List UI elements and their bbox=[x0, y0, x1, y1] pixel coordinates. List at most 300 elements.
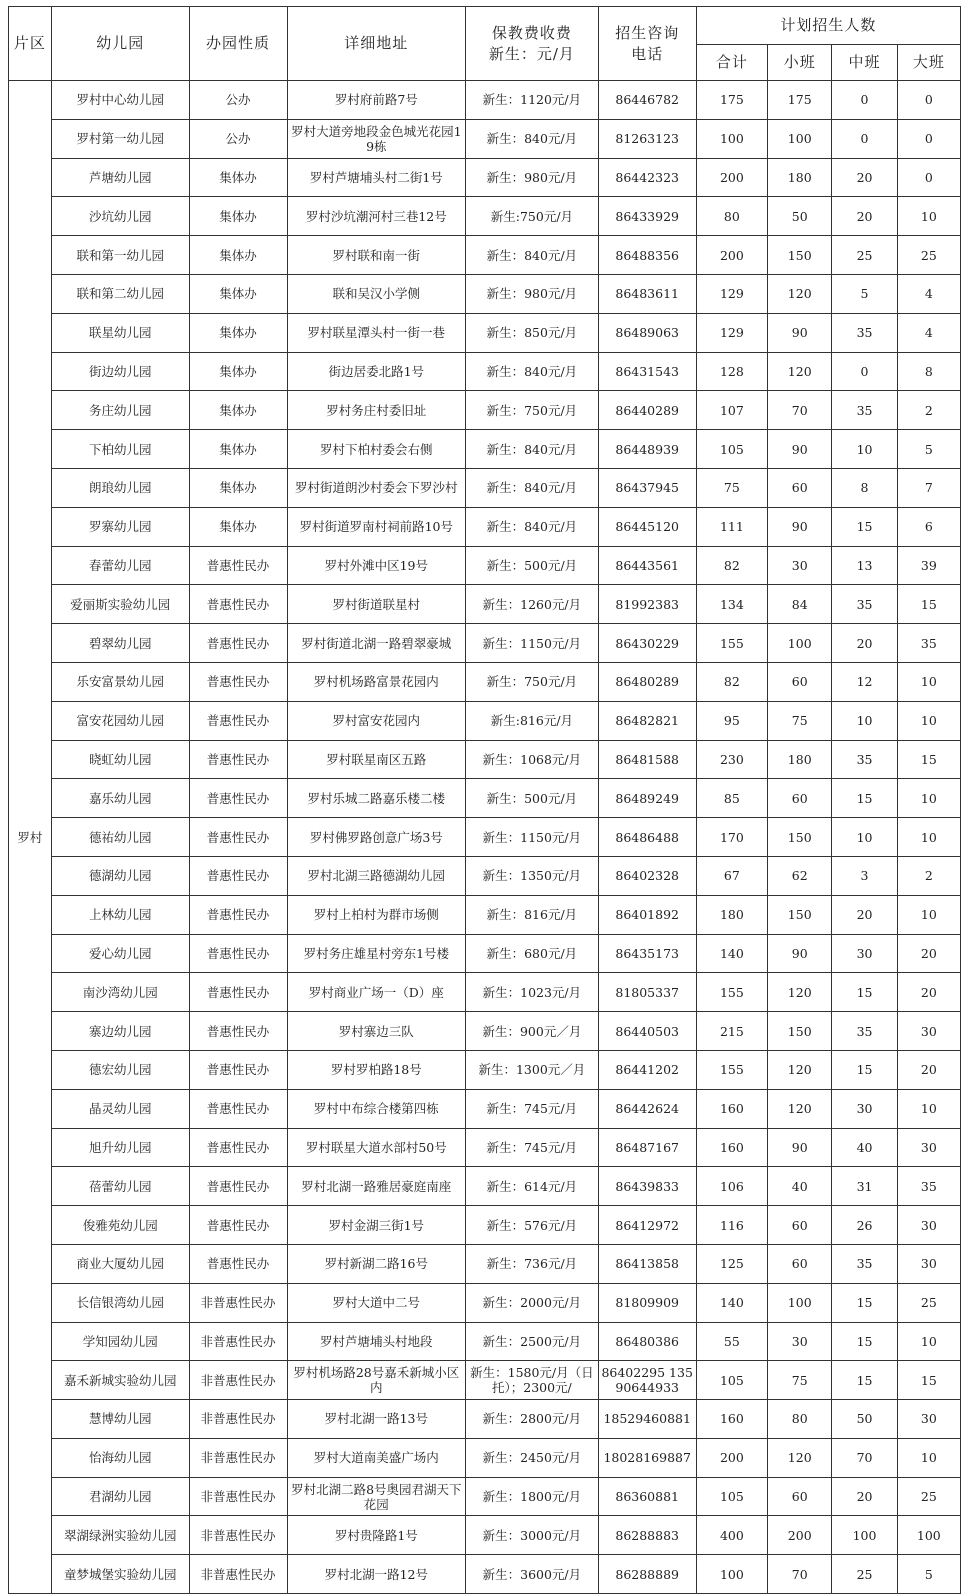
fee-cell: 新生：1800元/月 bbox=[466, 1477, 599, 1516]
large-class-cell: 30 bbox=[897, 1206, 960, 1245]
nature-cell: 普惠性民办 bbox=[189, 585, 287, 624]
kindergarten-name: 德宏幼儿园 bbox=[51, 1050, 189, 1089]
nature-cell: 集体办 bbox=[189, 274, 287, 313]
middle-class-cell: 30 bbox=[832, 934, 897, 973]
table-row bbox=[9, 430, 961, 469]
kindergarten-enrollment-table bbox=[8, 6, 961, 1594]
table-row bbox=[9, 507, 961, 546]
small-class-cell: 90 bbox=[768, 313, 832, 352]
nature-cell: 非普惠性民办 bbox=[189, 1516, 287, 1555]
table-row bbox=[9, 468, 961, 507]
total-cell: 67 bbox=[696, 856, 767, 895]
table-row bbox=[9, 546, 961, 585]
kindergarten-name: 春蕾幼儿园 bbox=[51, 546, 189, 585]
address-cell: 罗村新湖二路16号 bbox=[287, 1244, 466, 1283]
fee-cell: 新生：816元/月 bbox=[466, 895, 599, 934]
middle-class-cell: 20 bbox=[832, 197, 897, 236]
small-class-cell: 100 bbox=[768, 624, 832, 663]
large-class-cell: 10 bbox=[897, 1089, 960, 1128]
address-cell: 罗村芦塘埔头村地段 bbox=[287, 1322, 466, 1361]
fee-cell: 新生：840元/月 bbox=[466, 119, 599, 158]
total-cell: 105 bbox=[696, 1477, 767, 1516]
table-row bbox=[9, 1089, 961, 1128]
nature-cell: 公办 bbox=[189, 119, 287, 158]
small-class-cell: 75 bbox=[768, 1361, 832, 1400]
large-class-cell: 5 bbox=[897, 1555, 960, 1594]
kindergarten-name: 联星幼儿园 bbox=[51, 313, 189, 352]
large-class-cell: 20 bbox=[897, 973, 960, 1012]
small-class-cell: 120 bbox=[768, 1050, 832, 1089]
table-row bbox=[9, 352, 961, 391]
large-class-cell: 30 bbox=[897, 1012, 960, 1051]
total-cell: 134 bbox=[696, 585, 767, 624]
large-class-cell: 20 bbox=[897, 1050, 960, 1089]
header-large: 大班 bbox=[897, 45, 960, 81]
phone-cell: 81805337 bbox=[598, 973, 696, 1012]
small-class-cell: 80 bbox=[768, 1400, 832, 1439]
large-class-cell: 10 bbox=[897, 197, 960, 236]
nature-cell: 集体办 bbox=[189, 468, 287, 507]
middle-class-cell: 0 bbox=[832, 352, 897, 391]
nature-cell: 普惠性民办 bbox=[189, 740, 287, 779]
total-cell: 107 bbox=[696, 391, 767, 430]
address-cell: 罗村街道罗南村祠前路10号 bbox=[287, 507, 466, 546]
nature-cell: 集体办 bbox=[189, 158, 287, 197]
small-class-cell: 120 bbox=[768, 352, 832, 391]
phone-cell: 86437945 bbox=[598, 468, 696, 507]
address-cell: 罗村北湖一路12号 bbox=[287, 1555, 466, 1594]
fee-cell: 新生：1023元/月 bbox=[466, 973, 599, 1012]
table-body bbox=[9, 81, 961, 1594]
address-cell: 街边居委北路1号 bbox=[287, 352, 466, 391]
table-row bbox=[9, 1012, 961, 1051]
kindergarten-name: 嘉禾新城实验幼儿园 bbox=[51, 1361, 189, 1400]
header-total: 合计 bbox=[696, 45, 767, 81]
header-fee-line1: 保教费收费 bbox=[491, 23, 572, 42]
fee-cell: 新生：850元/月 bbox=[466, 313, 599, 352]
small-class-cell: 30 bbox=[768, 1322, 832, 1361]
kindergarten-name: 罗村第一幼儿园 bbox=[51, 119, 189, 158]
fee-cell: 新生：680元/月 bbox=[466, 934, 599, 973]
large-class-cell: 7 bbox=[897, 468, 960, 507]
address-cell: 罗村罗柏路18号 bbox=[287, 1050, 466, 1089]
header-plan: 计划招生人数 bbox=[696, 7, 960, 45]
phone-cell: 86481588 bbox=[598, 740, 696, 779]
nature-cell: 普惠性民办 bbox=[189, 779, 287, 818]
total-cell: 106 bbox=[696, 1167, 767, 1206]
address-cell: 罗村中布综合楼第四栋 bbox=[287, 1089, 466, 1128]
small-class-cell: 90 bbox=[768, 507, 832, 546]
total-cell: 155 bbox=[696, 1050, 767, 1089]
small-class-cell: 90 bbox=[768, 934, 832, 973]
address-cell: 罗村富安花园内 bbox=[287, 701, 466, 740]
small-class-cell: 62 bbox=[768, 856, 832, 895]
middle-class-cell: 26 bbox=[832, 1206, 897, 1245]
nature-cell: 集体办 bbox=[189, 430, 287, 469]
large-class-cell: 10 bbox=[897, 818, 960, 857]
small-class-cell: 60 bbox=[768, 1206, 832, 1245]
fee-cell: 新生：840元/月 bbox=[466, 352, 599, 391]
nature-cell: 非普惠性民办 bbox=[189, 1438, 287, 1477]
phone-cell: 86486488 bbox=[598, 818, 696, 857]
address-cell: 罗村联星大道水部村50号 bbox=[287, 1128, 466, 1167]
middle-class-cell: 15 bbox=[832, 507, 897, 546]
table-row bbox=[9, 197, 961, 236]
small-class-cell: 60 bbox=[768, 468, 832, 507]
total-cell: 160 bbox=[696, 1400, 767, 1439]
address-cell: 罗村大道旁地段金色城光花园19栋 bbox=[287, 119, 466, 158]
middle-class-cell: 15 bbox=[832, 1283, 897, 1322]
kindergarten-name: 寨边幼儿园 bbox=[51, 1012, 189, 1051]
table-row bbox=[9, 740, 961, 779]
fee-cell: 新生：745元/月 bbox=[466, 1128, 599, 1167]
fee-cell: 新生：1350元/月 bbox=[466, 856, 599, 895]
nature-cell: 集体办 bbox=[189, 507, 287, 546]
small-class-cell: 70 bbox=[768, 1555, 832, 1594]
kindergarten-name: 君湖幼儿园 bbox=[51, 1477, 189, 1516]
phone-cell: 86413858 bbox=[598, 1244, 696, 1283]
small-class-cell: 40 bbox=[768, 1167, 832, 1206]
large-class-cell: 25 bbox=[897, 1477, 960, 1516]
table-row bbox=[9, 701, 961, 740]
large-class-cell: 2 bbox=[897, 391, 960, 430]
large-class-cell: 4 bbox=[897, 274, 960, 313]
phone-cell: 86443561 bbox=[598, 546, 696, 585]
total-cell: 140 bbox=[696, 934, 767, 973]
fee-cell: 新生：3000元/月 bbox=[466, 1516, 599, 1555]
middle-class-cell: 31 bbox=[832, 1167, 897, 1206]
large-class-cell: 15 bbox=[897, 740, 960, 779]
header-address: 详细地址 bbox=[287, 7, 466, 81]
middle-class-cell: 20 bbox=[832, 1477, 897, 1516]
large-class-cell: 100 bbox=[897, 1516, 960, 1555]
kindergarten-name: 芦塘幼儿园 bbox=[51, 158, 189, 197]
total-cell: 82 bbox=[696, 662, 767, 701]
phone-cell: 86440503 bbox=[598, 1012, 696, 1051]
middle-class-cell: 5 bbox=[832, 274, 897, 313]
kindergarten-name: 罗村中心幼儿园 bbox=[51, 81, 189, 120]
kindergarten-name: 联和第一幼儿园 bbox=[51, 236, 189, 275]
small-class-cell: 70 bbox=[768, 391, 832, 430]
middle-class-cell: 10 bbox=[832, 701, 897, 740]
fee-cell: 新生：1260元/月 bbox=[466, 585, 599, 624]
large-class-cell: 10 bbox=[897, 1322, 960, 1361]
large-class-cell: 35 bbox=[897, 1167, 960, 1206]
middle-class-cell: 13 bbox=[832, 546, 897, 585]
fee-cell: 新生：500元/月 bbox=[466, 546, 599, 585]
header-phone-line1: 招生咨询 bbox=[615, 23, 680, 42]
small-class-cell: 120 bbox=[768, 1089, 832, 1128]
table-row bbox=[9, 1438, 961, 1477]
large-class-cell: 5 bbox=[897, 430, 960, 469]
total-cell: 116 bbox=[696, 1206, 767, 1245]
fee-cell: 新生：2450元/月 bbox=[466, 1438, 599, 1477]
nature-cell: 集体办 bbox=[189, 313, 287, 352]
middle-class-cell: 25 bbox=[832, 236, 897, 275]
kindergarten-name: 乐安富景幼儿园 bbox=[51, 662, 189, 701]
small-class-cell: 150 bbox=[768, 1012, 832, 1051]
large-class-cell: 4 bbox=[897, 313, 960, 352]
middle-class-cell: 3 bbox=[832, 856, 897, 895]
nature-cell: 普惠性民办 bbox=[189, 1089, 287, 1128]
fee-cell: 新生：3600元/月 bbox=[466, 1555, 599, 1594]
total-cell: 200 bbox=[696, 236, 767, 275]
large-class-cell: 25 bbox=[897, 1283, 960, 1322]
phone-cell: 86446782 bbox=[598, 81, 696, 120]
phone-cell: 81809909 bbox=[598, 1283, 696, 1322]
nature-cell: 普惠性民办 bbox=[189, 1012, 287, 1051]
total-cell: 129 bbox=[696, 274, 767, 313]
kindergarten-name: 嘉乐幼儿园 bbox=[51, 779, 189, 818]
large-class-cell: 0 bbox=[897, 81, 960, 120]
nature-cell: 普惠性民办 bbox=[189, 1050, 287, 1089]
kindergarten-name: 富安花园幼儿园 bbox=[51, 701, 189, 740]
nature-cell: 集体办 bbox=[189, 391, 287, 430]
phone-cell: 86483611 bbox=[598, 274, 696, 313]
middle-class-cell: 8 bbox=[832, 468, 897, 507]
address-cell: 罗村街道北湖一路碧翠豪城 bbox=[287, 624, 466, 663]
header-small: 小班 bbox=[768, 45, 832, 81]
middle-class-cell: 35 bbox=[832, 313, 897, 352]
header-district: 片区 bbox=[9, 7, 52, 81]
address-cell: 罗村外滩中区19号 bbox=[287, 546, 466, 585]
phone-cell: 86480386 bbox=[598, 1322, 696, 1361]
large-class-cell: 10 bbox=[897, 701, 960, 740]
address-cell: 罗村沙坑潮河村三巷12号 bbox=[287, 197, 466, 236]
address-cell: 罗村佛罗路创意广场3号 bbox=[287, 818, 466, 857]
phone-cell: 18529460881 bbox=[598, 1400, 696, 1439]
address-cell: 罗村北湖一路13号 bbox=[287, 1400, 466, 1439]
address-cell: 联和吴汉小学侧 bbox=[287, 274, 466, 313]
address-cell: 罗村北湖二路8号奥园君湖天下花园 bbox=[287, 1477, 466, 1516]
kindergarten-name: 联和第二幼儿园 bbox=[51, 274, 189, 313]
table-row bbox=[9, 1477, 961, 1516]
address-cell: 罗村寨边三队 bbox=[287, 1012, 466, 1051]
header-fee-line2: 新生：元/月 bbox=[488, 44, 575, 63]
total-cell: 80 bbox=[696, 197, 767, 236]
total-cell: 100 bbox=[696, 1555, 767, 1594]
phone-cell: 86288883 bbox=[598, 1516, 696, 1555]
large-class-cell: 2 bbox=[897, 856, 960, 895]
total-cell: 155 bbox=[696, 973, 767, 1012]
fee-cell: 新生：1150元/月 bbox=[466, 624, 599, 663]
small-class-cell: 60 bbox=[768, 779, 832, 818]
total-cell: 230 bbox=[696, 740, 767, 779]
nature-cell: 普惠性民办 bbox=[189, 856, 287, 895]
header-nature: 办园性质 bbox=[189, 7, 287, 81]
small-class-cell: 60 bbox=[768, 662, 832, 701]
middle-class-cell: 10 bbox=[832, 818, 897, 857]
small-class-cell: 120 bbox=[768, 973, 832, 1012]
small-class-cell: 100 bbox=[768, 119, 832, 158]
nature-cell: 普惠性民办 bbox=[189, 662, 287, 701]
middle-class-cell: 10 bbox=[832, 430, 897, 469]
address-cell: 罗村乐城二路嘉乐楼二楼 bbox=[287, 779, 466, 818]
fee-cell: 新生：736元/月 bbox=[466, 1244, 599, 1283]
table-row bbox=[9, 313, 961, 352]
table-row bbox=[9, 1400, 961, 1439]
phone-cell: 86288889 bbox=[598, 1555, 696, 1594]
phone-cell: 86430229 bbox=[598, 624, 696, 663]
small-class-cell: 180 bbox=[768, 740, 832, 779]
address-cell: 罗村联星潭头村一街一巷 bbox=[287, 313, 466, 352]
kindergarten-name: 旭升幼儿园 bbox=[51, 1128, 189, 1167]
phone-cell: 86441202 bbox=[598, 1050, 696, 1089]
table-row bbox=[9, 236, 961, 275]
middle-class-cell: 20 bbox=[832, 895, 897, 934]
small-class-cell: 90 bbox=[768, 430, 832, 469]
small-class-cell: 90 bbox=[768, 1128, 832, 1167]
phone-cell: 18028169887 bbox=[598, 1438, 696, 1477]
table-row bbox=[9, 1516, 961, 1555]
table-header bbox=[9, 7, 961, 81]
table-row bbox=[9, 818, 961, 857]
address-cell: 罗村贵隆路1号 bbox=[287, 1516, 466, 1555]
phone-cell: 86440289 bbox=[598, 391, 696, 430]
header-phone bbox=[598, 7, 696, 81]
kindergarten-name: 爱心幼儿园 bbox=[51, 934, 189, 973]
total-cell: 95 bbox=[696, 701, 767, 740]
middle-class-cell: 70 bbox=[832, 1438, 897, 1477]
large-class-cell: 39 bbox=[897, 546, 960, 585]
phone-cell: 86402328 bbox=[598, 856, 696, 895]
large-class-cell: 35 bbox=[897, 624, 960, 663]
fee-cell: 新生：750元/月 bbox=[466, 662, 599, 701]
phone-cell: 81263123 bbox=[598, 119, 696, 158]
nature-cell: 普惠性民办 bbox=[189, 818, 287, 857]
kindergarten-name: 街边幼儿园 bbox=[51, 352, 189, 391]
middle-class-cell: 35 bbox=[832, 1244, 897, 1283]
fee-cell: 新生:750元/月 bbox=[466, 197, 599, 236]
phone-cell: 86433929 bbox=[598, 197, 696, 236]
table-row bbox=[9, 81, 961, 120]
phone-cell: 86402295 13590644933 bbox=[598, 1361, 696, 1400]
fee-cell: 新生：1150元/月 bbox=[466, 818, 599, 857]
phone-cell: 86445120 bbox=[598, 507, 696, 546]
header-phone-line2: 电话 bbox=[631, 44, 664, 63]
middle-class-cell: 50 bbox=[832, 1400, 897, 1439]
total-cell: 75 bbox=[696, 468, 767, 507]
middle-class-cell: 15 bbox=[832, 1322, 897, 1361]
address-cell: 罗村府前路7号 bbox=[287, 81, 466, 120]
address-cell: 罗村大道中二号 bbox=[287, 1283, 466, 1322]
kindergarten-name: 碧翠幼儿园 bbox=[51, 624, 189, 663]
table-row bbox=[9, 585, 961, 624]
address-cell: 罗村街道朗沙村委会下罗沙村 bbox=[287, 468, 466, 507]
fee-cell: 新生：1580元/月（日托）；2300元/ bbox=[466, 1361, 599, 1400]
table-row bbox=[9, 779, 961, 818]
kindergarten-name: 怡海幼儿园 bbox=[51, 1438, 189, 1477]
total-cell: 180 bbox=[696, 895, 767, 934]
large-class-cell: 0 bbox=[897, 119, 960, 158]
table-row bbox=[9, 1050, 961, 1089]
total-cell: 155 bbox=[696, 624, 767, 663]
total-cell: 160 bbox=[696, 1128, 767, 1167]
fee-cell: 新生：576元/月 bbox=[466, 1206, 599, 1245]
fee-cell: 新生：980元/月 bbox=[466, 274, 599, 313]
nature-cell: 普惠性民办 bbox=[189, 973, 287, 1012]
fee-cell: 新生：500元/月 bbox=[466, 779, 599, 818]
phone-cell: 86488356 bbox=[598, 236, 696, 275]
phone-cell: 86431543 bbox=[598, 352, 696, 391]
fee-cell: 新生：980元/月 bbox=[466, 158, 599, 197]
address-cell: 罗村下柏村委会右侧 bbox=[287, 430, 466, 469]
fee-cell: 新生：1068元/月 bbox=[466, 740, 599, 779]
kindergarten-name: 翠湖绿洲实验幼儿园 bbox=[51, 1516, 189, 1555]
small-class-cell: 150 bbox=[768, 236, 832, 275]
nature-cell: 普惠性民办 bbox=[189, 546, 287, 585]
address-cell: 罗村商业广场一（D）座 bbox=[287, 973, 466, 1012]
total-cell: 128 bbox=[696, 352, 767, 391]
small-class-cell: 120 bbox=[768, 1438, 832, 1477]
middle-class-cell: 40 bbox=[832, 1128, 897, 1167]
address-cell: 罗村机场路富景花园内 bbox=[287, 662, 466, 701]
nature-cell: 集体办 bbox=[189, 197, 287, 236]
large-class-cell: 25 bbox=[897, 236, 960, 275]
fee-cell: 新生：1120元/月 bbox=[466, 81, 599, 120]
nature-cell: 普惠性民办 bbox=[189, 934, 287, 973]
nature-cell: 普惠性民办 bbox=[189, 895, 287, 934]
nature-cell: 集体办 bbox=[189, 236, 287, 275]
phone-cell: 86435173 bbox=[598, 934, 696, 973]
kindergarten-name: 下柏幼儿园 bbox=[51, 430, 189, 469]
phone-cell: 86480289 bbox=[598, 662, 696, 701]
fee-cell: 新生：900元／月 bbox=[466, 1012, 599, 1051]
table-row bbox=[9, 1283, 961, 1322]
phone-cell: 86442323 bbox=[598, 158, 696, 197]
fee-cell: 新生：750元/月 bbox=[466, 391, 599, 430]
large-class-cell: 15 bbox=[897, 585, 960, 624]
address-cell: 罗村务庄雄星村旁东1号楼 bbox=[287, 934, 466, 973]
phone-cell: 86482821 bbox=[598, 701, 696, 740]
small-class-cell: 60 bbox=[768, 1477, 832, 1516]
address-cell: 罗村上柏村为群市场侧 bbox=[287, 895, 466, 934]
middle-class-cell: 0 bbox=[832, 119, 897, 158]
middle-class-cell: 20 bbox=[832, 624, 897, 663]
fee-cell: 新生：745元/月 bbox=[466, 1089, 599, 1128]
large-class-cell: 30 bbox=[897, 1244, 960, 1283]
large-class-cell: 10 bbox=[897, 779, 960, 818]
nature-cell: 普惠性民办 bbox=[189, 701, 287, 740]
small-class-cell: 150 bbox=[768, 895, 832, 934]
kindergarten-name: 朗琅幼儿园 bbox=[51, 468, 189, 507]
total-cell: 55 bbox=[696, 1322, 767, 1361]
middle-class-cell: 35 bbox=[832, 740, 897, 779]
header-fee bbox=[466, 7, 599, 81]
middle-class-cell: 15 bbox=[832, 779, 897, 818]
small-class-cell: 180 bbox=[768, 158, 832, 197]
middle-class-cell: 20 bbox=[832, 158, 897, 197]
fee-cell: 新生：840元/月 bbox=[466, 507, 599, 546]
small-class-cell: 60 bbox=[768, 1244, 832, 1283]
phone-cell: 86489249 bbox=[598, 779, 696, 818]
nature-cell: 公办 bbox=[189, 81, 287, 120]
fee-cell: 新生：2500元/月 bbox=[466, 1322, 599, 1361]
large-class-cell: 10 bbox=[897, 662, 960, 701]
kindergarten-name: 蓓蕾幼儿园 bbox=[51, 1167, 189, 1206]
total-cell: 129 bbox=[696, 313, 767, 352]
fee-cell: 新生：2000元/月 bbox=[466, 1283, 599, 1322]
table-row bbox=[9, 1555, 961, 1594]
kindergarten-name: 慧博幼儿园 bbox=[51, 1400, 189, 1439]
phone-cell: 86442624 bbox=[598, 1089, 696, 1128]
middle-class-cell: 15 bbox=[832, 1050, 897, 1089]
nature-cell: 非普惠性民办 bbox=[189, 1361, 287, 1400]
nature-cell: 集体办 bbox=[189, 352, 287, 391]
total-cell: 400 bbox=[696, 1516, 767, 1555]
fee-cell: 新生：614元/月 bbox=[466, 1167, 599, 1206]
table-row bbox=[9, 391, 961, 430]
